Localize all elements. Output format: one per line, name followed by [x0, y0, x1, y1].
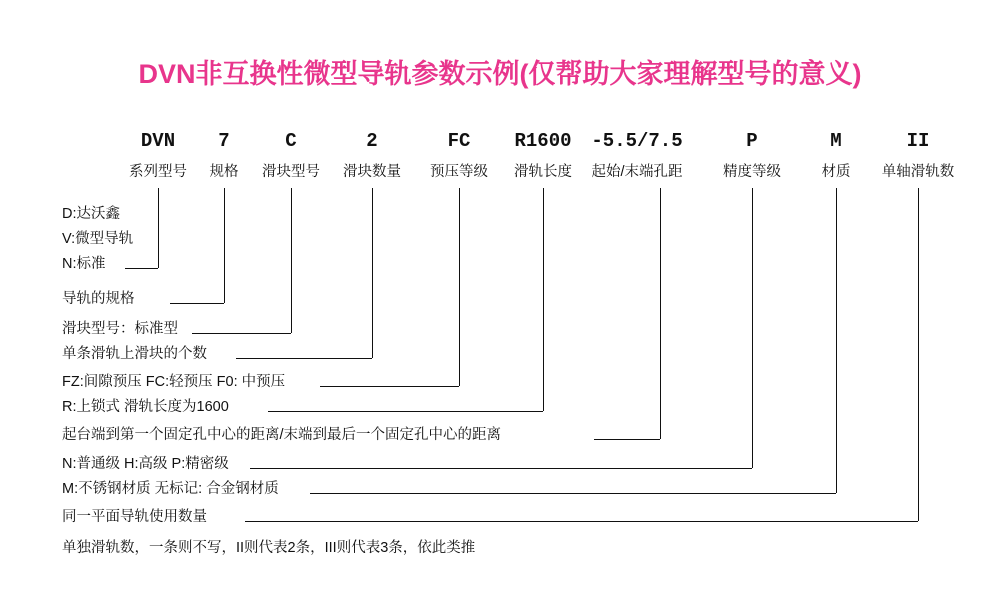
connector-preload-horizontal: [320, 386, 459, 387]
connector-size-vertical: [224, 188, 225, 303]
code-segment: M: [830, 130, 842, 152]
code-segment: DVN: [140, 130, 176, 152]
connector-rail-length-horizontal: [268, 411, 543, 412]
code-segment: -5.5/7.5: [591, 130, 683, 152]
connector-series-horizontal: [125, 268, 158, 269]
connector-size-horizontal: [170, 303, 224, 304]
description-item: FZ:间隙预压 FC:轻预压 F0: 中预压: [62, 374, 286, 390]
page-title: DVN非互换性微型导轨参数示例(仅帮助大家理解型号的意义): [138, 59, 862, 89]
connector-rail-length-vertical: [543, 188, 544, 411]
code-segment-label: 系列型号: [129, 164, 187, 180]
description-item: D:达沃鑫: [62, 206, 120, 222]
code-segment-label: 滑块型号: [262, 164, 320, 180]
code-segment: 7: [218, 130, 230, 152]
code-segment-label: 滑轨长度: [514, 164, 572, 180]
connector-hole-pitch-vertical: [660, 188, 661, 439]
code-segment-label: 预压等级: [430, 164, 488, 180]
code-segment-label: 材质: [821, 164, 851, 180]
code-segment: C: [285, 130, 297, 152]
code-segment-label: 起始/末端孔距: [591, 164, 683, 180]
connector-block-type-horizontal: [192, 333, 291, 334]
connector-material-vertical: [836, 188, 837, 493]
code-segment: II: [906, 130, 930, 152]
description-item: 起台端到第一个固定孔中心的距离/末端到最后一个固定孔中心的距离: [62, 427, 502, 443]
description-item: 滑块型号：标准型: [62, 321, 178, 337]
code-segment-label: 单轴滑轨数: [881, 164, 955, 180]
description-item: N:标准: [62, 256, 106, 272]
code-segment: FC: [447, 130, 471, 152]
connector-block-count-horizontal: [236, 358, 372, 359]
description-item: M:不锈钢材质 无标记: 合金钢材质: [62, 481, 279, 497]
code-segment: 2: [366, 130, 378, 152]
connector-rail-count-vertical: [918, 188, 919, 521]
description-item: 同一平面导轨使用数量: [62, 509, 207, 525]
connector-preload-vertical: [459, 188, 460, 386]
connector-accuracy-horizontal: [250, 468, 752, 469]
connector-rail-count-horizontal: [245, 521, 918, 522]
connector-hole-pitch-horizontal: [594, 439, 660, 440]
code-segment: P: [746, 130, 758, 152]
description-item: N:普通级 H:高级 P:精密级: [62, 456, 229, 472]
description-item: 单条滑轨上滑块的个数: [62, 346, 207, 362]
description-item: V:微型导轨: [62, 231, 134, 247]
connector-series-vertical: [158, 188, 159, 268]
connector-block-count-vertical: [372, 188, 373, 358]
connector-accuracy-vertical: [752, 188, 753, 468]
footnote: 单独滑轨数，一条则不写，II则代表2条，III则代表3条，依此类推: [62, 540, 476, 556]
code-segment-label: 精度等级: [723, 164, 781, 180]
code-segment-label: 滑块数量: [343, 164, 401, 180]
code-segment-label: 规格: [209, 164, 239, 180]
description-item: 导轨的规格: [62, 291, 135, 307]
code-segment: R1600: [514, 130, 572, 152]
connector-material-horizontal: [310, 493, 836, 494]
connector-block-type-vertical: [291, 188, 292, 333]
description-item: R:上锁式 滑轨长度为1600: [62, 399, 229, 415]
